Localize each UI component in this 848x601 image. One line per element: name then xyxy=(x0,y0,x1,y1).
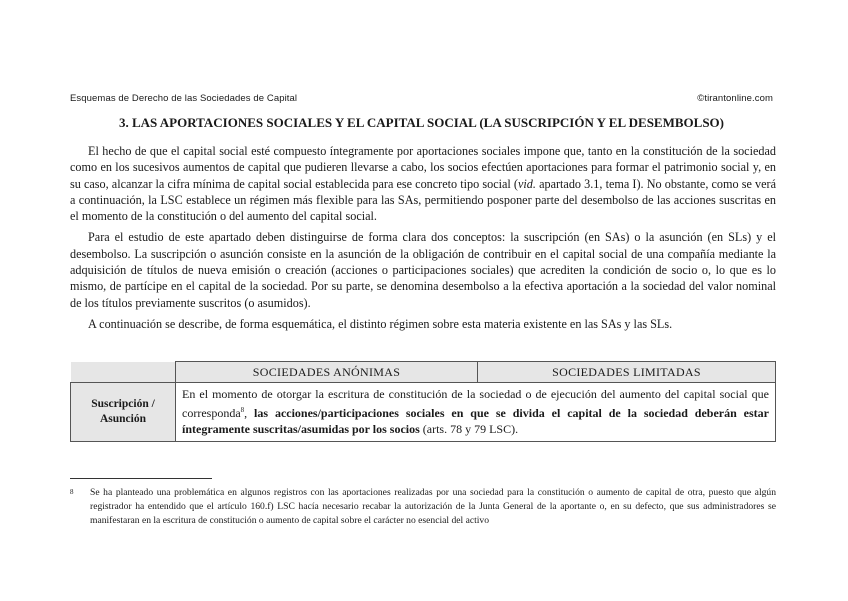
paragraph-3: A continuación se describe, de forma esquemática, el distinto régimen sobre esta materia existente en las SAs y las SLs. xyxy=(88,316,673,331)
paragraph-1-part-a: El hecho de que el capital social esté compuesto íntegramente por aportaciones sociales impone que, tanto en la constitución de la sociedad como en los sucesivos aumentos de capital que pudieren llevarse a cabo, los socios efectúen aportaciones para formar el patrimonio social y, en su caso, alcanzar la cifra mínima de capital social establecida para ese concreto tipo social ( xyxy=(70,144,776,191)
footnote-text: Se ha planteado una problemática en algunos registros con las aportaciones realizadas por una sociedad para la constitución o aumento de capital de otra, puesto que algún registrador ha entendido que el artículo 160.f) LSC hacía necesario recabar la autorización de la Junta General de la aportante o, en su defecto, que sus administradores se manifestaran en la escritura de constitución o aumento de capital sobre el carácter no esencial del activo xyxy=(90,487,776,527)
row-header-line-2: Asunción xyxy=(99,413,147,425)
column-header-sociedades-anonimas: SOCIEDADES ANÓNIMAS xyxy=(176,362,478,383)
footnote-8 xyxy=(70,486,776,529)
body-text xyxy=(70,143,776,337)
footnote-reference-8[interactable]: 8 xyxy=(240,406,245,414)
paragraph-1 xyxy=(70,143,776,224)
cell-text-a: En el momento de otorgar la escritura de constitución de la sociedad o de ejecución del aumento del capital social que corresponda xyxy=(182,387,769,420)
paragraph-2: Para el estudio de este apartado deben distinguirse de forma clara dos conceptos: la suscripción (en SAs) o la asunción (en SLs) y el desembolso. La suscripción o asunción consiste en la asunción de la obligación de contribuir en el capital social de una compañía mediante la adquisición de títulos de nueva emisión o creación (acciones o participaciones sociales) que acrediten la condición de socio o, lo que es lo mismo, de partícipe en el capital de la sociedad. Por su parte, se denomina desembolso a la efectiva aportación a la sociedad del valor nominal de los títulos previamente suscritos (o asumidos). xyxy=(70,230,776,310)
footnote-number: 8 xyxy=(70,488,74,496)
header-book-title: Esquemas de Derecho de las Sociedades de Capital xyxy=(70,93,298,104)
comparison-table xyxy=(70,361,776,442)
table-row-suscripcion xyxy=(71,383,776,442)
row-header-suscripcion-asuncion xyxy=(71,383,176,442)
table-header-row xyxy=(71,362,776,383)
paragraph-1-part-b: apartado 3.1, tema I). No obstante, como se verá a continuación, la LSC establece un régimen más flexible para las SAs, permitiendo posponer parte del desembolso de las acciones suscritas en el momento de la constitución o del aumento del capital social. xyxy=(70,176,776,224)
section-title: 3. LAS APORTACIONES SOCIALES Y EL CAPITAL SOCIAL (LA SUSCRIPCIÓN Y EL DESEMBOLSO) xyxy=(118,115,725,130)
header-publisher: ©tirantonline.com xyxy=(697,93,773,104)
footnote-separator xyxy=(70,478,212,479)
column-header-sociedades-limitadas: SOCIEDADES LIMITADAS xyxy=(478,362,776,383)
cell-bold-text: las acciones/participaciones sociales en que se divida el capital de la sociedad deberán estar íntegramente suscritas/asumidas por los socios xyxy=(182,406,769,436)
page-header xyxy=(70,93,773,104)
cell-text-b: (arts. 78 y 79 LSC). xyxy=(419,422,519,436)
table-corner-cell xyxy=(71,362,176,383)
suscripcion-description-cell xyxy=(176,383,776,442)
paragraph-1-vid: vid. xyxy=(518,176,536,191)
cell-separator: , xyxy=(244,406,255,420)
row-header-line-1: Suscripción / xyxy=(91,398,155,410)
